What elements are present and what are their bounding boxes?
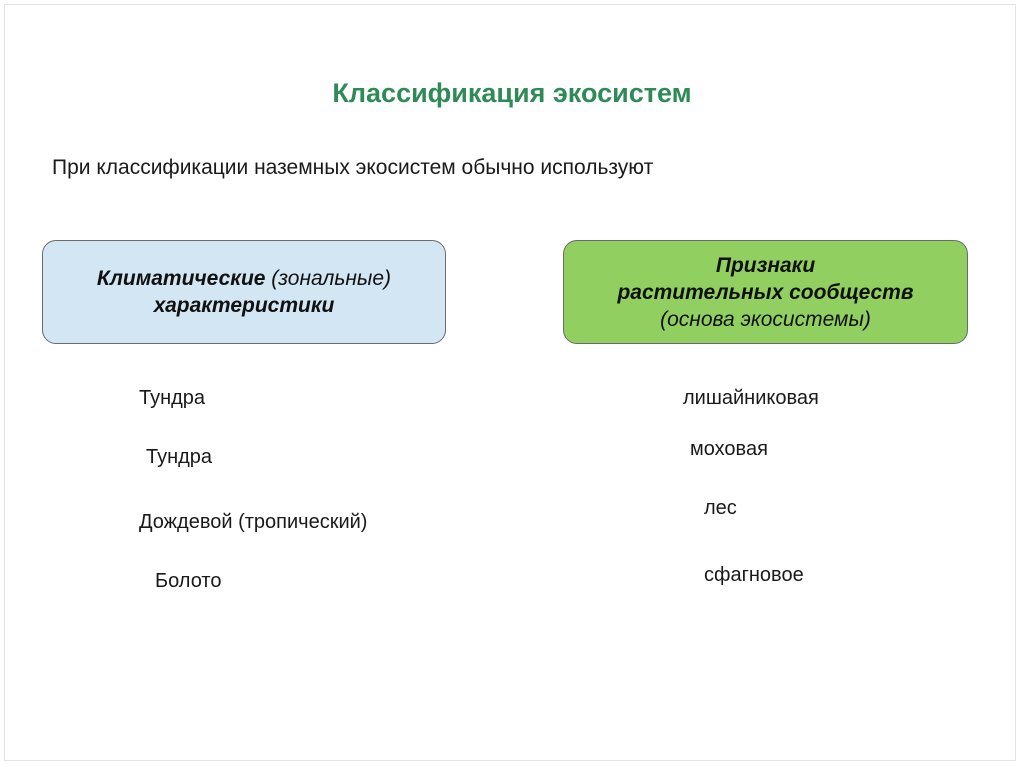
climate-item: Тундра: [146, 446, 213, 468]
vegetation-item: сфагновое: [704, 564, 804, 586]
climate-box-line-2: характеристики: [153, 294, 335, 317]
veg-box-line-3: (основа экосистемы): [660, 307, 871, 331]
vegetation-item: моховая: [690, 438, 768, 460]
climate-item: Дождевой (тропический): [139, 511, 368, 533]
climate-box-normal: (зональные): [265, 267, 392, 290]
slide-frame: [4, 4, 1016, 761]
climate-box-line-1: [97, 265, 391, 292]
veg-box-line-2: растительных сообществ: [617, 280, 914, 304]
vegetation-item: лишайниковая: [683, 387, 819, 409]
vegetation-item: лес: [704, 497, 737, 519]
vegetation-features-box: [563, 240, 968, 344]
climate-item: Болото: [155, 570, 222, 592]
intro-text: При классификации наземных экосистем обычно используют: [52, 156, 654, 179]
veg-box-line-1: Признаки: [715, 253, 816, 277]
climate-box-bold: Климатические: [96, 267, 266, 290]
climate-characteristics-box: [42, 240, 446, 344]
slide-title: Классификация экосистем: [332, 78, 692, 108]
climate-item: Тундра: [139, 387, 206, 409]
